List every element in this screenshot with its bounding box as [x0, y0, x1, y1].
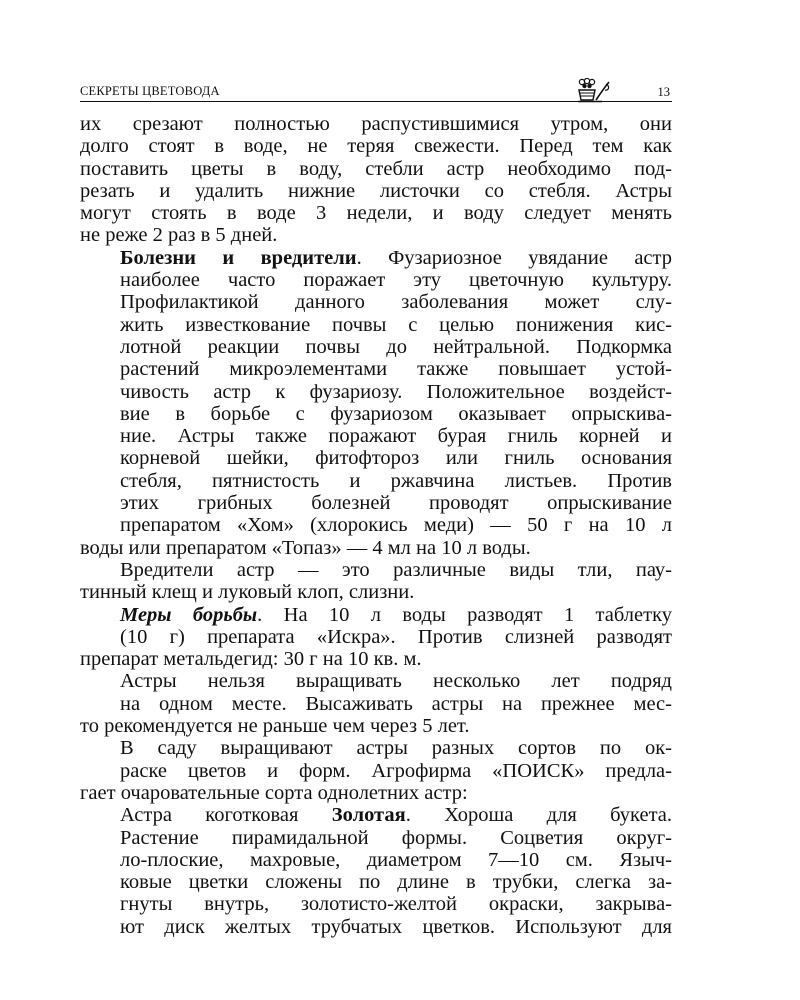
- paragraph: тинный клещ и луковый клоп, слизни.: [80, 581, 415, 604]
- paragraph: Астры нельзя выращивать несколько лет подряд на одном месте. Высаживать астры на прежнее мес-: [120, 670, 672, 715]
- paragraph: В саду выращивают астры разных сортов по ок- раске цветов и форм. Агрофирма «ПОИСК» предла-: [120, 737, 672, 782]
- paragraph: не реже 2 раз в 5 дней.: [80, 224, 278, 247]
- paragraph: Вредители астр — это различные виды тли, пау-: [120, 558, 672, 581]
- paragraph: Меры борьбы. На 10 л воды разводят 1 таблетку (10 г) препарата «Искра». Против слизней разводят: [120, 603, 672, 648]
- page-number: 13: [657, 85, 670, 99]
- section-heading: Меры борьбы: [120, 603, 258, 626]
- paragraph: Болезни и вредители. Фузариозное увядание астр наиболее часто поражает эту цветочную культуру. Профилактикой данного заболевания может слу- жить известкование почвы с целью понижения кис- лотной реакции почвы до нейтральной. Подкормка растений микроэлементами также повышает устой- чивость астр к фузариозу. Положительное воздейст- вие в борьбе с фузариозом оказывает опрыскива- ние. Астры также поражают бурая гниль корней и корневой шейки, фитофтороз или гниль основания стебля, пятнистость и ржавчина листьев. Против этих грибных болезней проводят опрыскивание препаратом «Хом» (хлорокись меди) — 50 г на 10 л: [120, 246, 672, 537]
- book-page: [80, 0, 672, 1000]
- paragraph: их срезают полностью распустившимися утром, они долго стоят в воде, не теряя свежести. Перед тем как поставить цветы в воду, стебли астр необходимо под- резать и удалить нижние листочки со стебля. Астры могут стоять в воде 3 недели, и воду следует менять: [80, 113, 672, 225]
- paragraph: гает очаровательные сорта однолетних астр:: [80, 781, 468, 804]
- paragraph: то рекомендуется не раньше чем через 5 лет.: [80, 715, 470, 738]
- header-rule: [80, 101, 672, 102]
- running-head: СЕКРЕТЫ ЦВЕТОВОДА: [80, 84, 220, 98]
- paragraph: воды или препаратом «Топаз» — 4 мл на 10 л воды.: [80, 536, 531, 559]
- paragraph: препарат метальдегид: 30 г на 10 кв. м.: [80, 648, 422, 671]
- variety-name: Золотая: [331, 804, 406, 827]
- body-text: [80, 113, 672, 938]
- section-heading: Болезни и вредители: [120, 246, 357, 269]
- paragraph: Астра коготковая Золотая. Хороша для букета. Растение пирамидальной формы. Соцветия округ- ло-плоские, махровые, диаметром 7—10 см. Языч- ковые цветки сложены по длине в трубки, слегка за- гнуты внутрь, золотисто-желтой окраски, закрыва- ют диск желтых трубчатых цветков. Используют для: [120, 804, 673, 938]
